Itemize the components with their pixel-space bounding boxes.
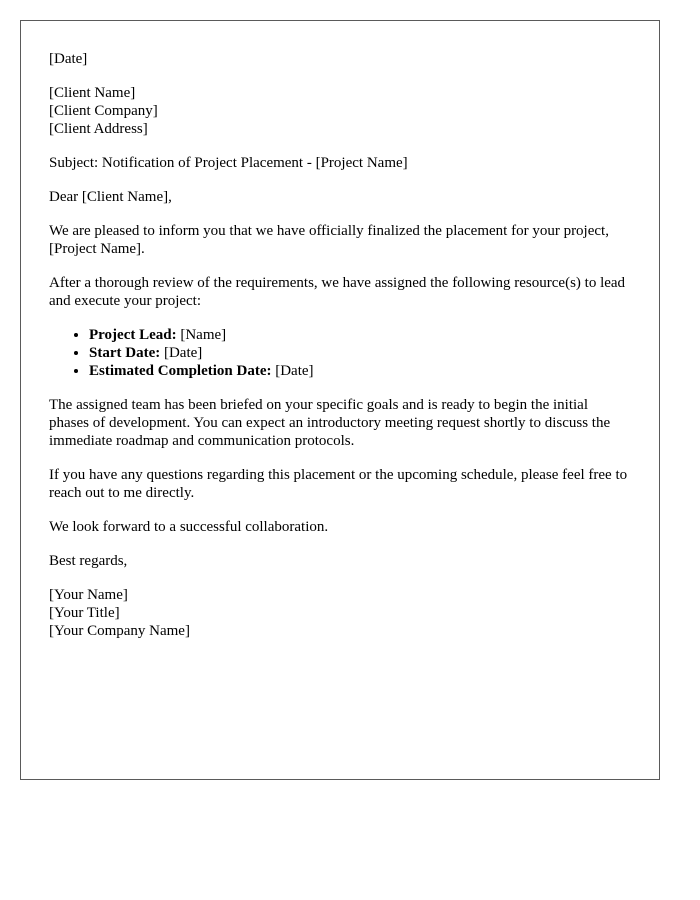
- project-details-list: [49, 326, 631, 380]
- detail-label: Estimated Completion Date:: [89, 363, 272, 379]
- salutation: Dear [Client Name],: [49, 189, 172, 205]
- recipient-company: [Client Company]: [49, 103, 158, 119]
- signature-name: [Your Name]: [49, 587, 128, 603]
- letter-date: [Date]: [49, 51, 88, 67]
- closing: Best regards,: [49, 553, 128, 569]
- subject-line: Subject: Notification of Project Placement - [Project Name]: [49, 155, 408, 171]
- recipient-name: [Client Name]: [49, 85, 136, 101]
- paragraph-team: The assigned team has been briefed on your specific goals and is ready to begin the initial phases of development. You can expect an introductory meeting request shortly to discuss the immediate roadmap and communication protocols.: [49, 397, 611, 449]
- signature-block: [49, 586, 631, 640]
- paragraph-intro: We are pleased to inform you that we have officially finalized the placement for your project, [Project Name].: [49, 223, 609, 257]
- paragraph-questions: If you have any questions regarding this placement or the upcoming schedule, please feel free to reach out to me directly.: [49, 467, 628, 501]
- paragraph-assignment: After a thorough review of the requirements, we have assigned the following resource(s) to lead and execute your project:: [49, 275, 626, 309]
- recipient-block: [49, 84, 631, 138]
- letter-document: [20, 20, 660, 780]
- detail-label: Start Date:: [89, 345, 161, 361]
- recipient-address: [Client Address]: [49, 121, 148, 137]
- detail-value: [Date]: [160, 345, 203, 361]
- signature-title: [Your Title]: [49, 605, 120, 621]
- detail-value: [Name]: [176, 327, 227, 343]
- signature-company: [Your Company Name]: [49, 623, 190, 639]
- detail-label: Project Lead:: [89, 327, 177, 343]
- detail-value: [Date]: [271, 363, 314, 379]
- detail-project-lead: [89, 326, 631, 344]
- paragraph-closing-remark: We look forward to a successful collaboration.: [49, 519, 329, 535]
- detail-completion-date: [89, 362, 631, 380]
- detail-start-date: [89, 344, 631, 362]
